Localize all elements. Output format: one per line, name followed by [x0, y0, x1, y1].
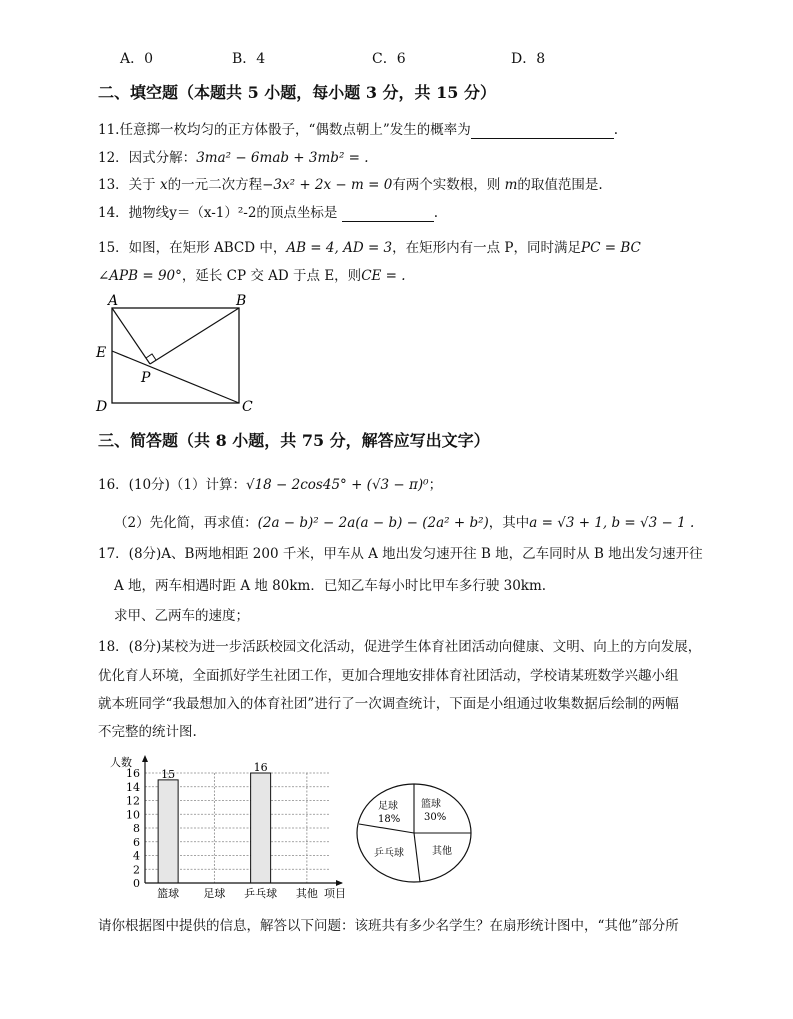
bar-chart-yticks [126, 767, 140, 890]
question-18-line1: 18．(8分)某校为进一步活跃校园文化活动，促进学生体育社团活动向健康、文明、向上的方向发展， [98, 639, 702, 655]
q11-blank [471, 122, 614, 139]
choice-d: D．8 [511, 51, 546, 67]
q13-mid: 的一元二次方程 [167, 177, 263, 193]
q15-line2-a: ∠APB = 90° [98, 268, 182, 284]
label-p: P [141, 370, 151, 386]
q15-line1-d: PC = BC [581, 240, 641, 256]
question-17-line3: 求甲、乙两车的速度； [114, 608, 249, 624]
question-14 [98, 201, 438, 222]
bar-chart-xlabel: 项目 [324, 887, 346, 900]
question-12 [98, 146, 369, 166]
q12-text: 12．因式分解： [98, 150, 197, 166]
bar [251, 773, 271, 883]
bar-chart-xticks [157, 886, 318, 900]
q14-end: . [433, 205, 438, 221]
y-tick-label: 6 [133, 835, 140, 849]
y-tick-label: 10 [126, 808, 140, 822]
question-11 [98, 118, 618, 139]
x-tick-label: 足球 [203, 887, 226, 900]
q16-line1-end: ； [428, 477, 443, 493]
question-17-line2: A 地，两车相遇时距 A 地 80km．已知乙车每小时比甲车多行驶 30km. [114, 578, 547, 594]
y-tick-label: 0 [133, 877, 140, 890]
q11-text: 11.任意掷一枚均匀的正方体骰子，“偶数点朝上”发生的概率为 [98, 122, 471, 138]
q14-blank [342, 205, 434, 222]
q13-var: x [159, 177, 168, 193]
q15-line1-b: AB = 4, AD = 3 [286, 240, 393, 256]
bar-value-label: 15 [161, 767, 176, 781]
segment-ec [112, 351, 239, 403]
y-tick-label: 8 [133, 822, 140, 835]
y-tick-label: 4 [133, 849, 140, 863]
segment-bp [150, 308, 239, 364]
question-16-line1 [98, 473, 442, 493]
q15-line2-c: CE = . [361, 268, 406, 284]
q12-expr: 3ma² − 6mab + 3mb² = . [196, 150, 369, 166]
q14-text: 14．抛物线 [98, 205, 170, 221]
pie-value-football: 18% [378, 814, 401, 825]
q11-end: . [613, 122, 619, 138]
q16-line1-b: √18 − 2cos45° + (√3 − π)⁰ [245, 477, 429, 493]
q13-suffix: 有两个实数根，则 [392, 177, 501, 193]
q16-line2-c: ，其中 [488, 515, 530, 531]
label-a: A [108, 293, 119, 309]
q16-line2-b: (2a − b)² − 2a(a − b) − (2a² + b²) [257, 515, 489, 531]
question-18-line3: 就本班同学“我最想加入的体育社团”进行了一次调查统计，下面是小组通过收集数据后绘制的两幅 [98, 696, 679, 712]
y-tick-label: 2 [133, 863, 140, 877]
section3-title: 三、简答题（共 8 小题，共 75 分，解答应写出文字） [98, 431, 490, 450]
bar [158, 780, 178, 883]
q16-line2-d: a = √3 + 1, b = √3 − 1 . [529, 515, 695, 531]
y-tick-label: 12 [126, 794, 140, 808]
pie-label-basketball: 篮球 [421, 799, 441, 810]
q13-expr: −3x² + 2x − m = 0 [262, 177, 393, 193]
q14-suffix: 的顶点坐标是 [256, 205, 338, 221]
question-13 [98, 173, 603, 193]
x-tick-label: 篮球 [157, 887, 180, 900]
q14-expr: y＝（x-1）²-2 [169, 205, 257, 221]
rectangle-figure [90, 290, 270, 415]
x-tick-label: 乒乓球 [244, 887, 278, 900]
q13-var2: m [504, 177, 518, 193]
bar-chart-x-arrow [336, 880, 343, 886]
pie-chart [356, 782, 478, 890]
pie-value-basketball: 30% [424, 812, 447, 823]
q13-prefix: 13．关于 [98, 177, 156, 193]
choice-a: A．0 [120, 51, 154, 67]
bar-chart-ylabel: 人数 [110, 756, 132, 769]
label-c: C [242, 399, 253, 415]
q15-line1-c: ，在矩形内有一点 P，同时满足 [392, 240, 582, 256]
bar-chart-y-arrow [142, 755, 148, 762]
question-15-line1 [98, 236, 641, 256]
y-tick-label: 16 [126, 767, 140, 780]
question-18-line2: 优化育人环境，全面抓好学生社团工作，更加合理地安排体育社团活动，学校请某班数学兴趣小组 [98, 668, 679, 684]
question-18-line4: 不完整的统计图. [98, 724, 197, 740]
x-tick-label: 其他 [295, 887, 318, 900]
y-tick-label: 14 [126, 780, 140, 794]
rectangle-abcd [112, 308, 239, 403]
q13-tail: 的取值范围是. [517, 177, 603, 193]
right-angle-mark [146, 354, 156, 360]
label-b: B [236, 293, 247, 309]
choice-c: C．6 [372, 51, 406, 67]
q16-line2-a: （2）先化简，再求值： [114, 515, 258, 531]
section2-title: 二、填空题（本题共 5 小题，每小题 3 分，共 15 分） [98, 83, 496, 102]
choice-b: B．4 [232, 51, 266, 67]
q16-line1-a: 16．(10分)（1）计算： [98, 477, 246, 493]
bar-chart [110, 752, 360, 900]
q15-line1-a: 15．如图，在矩形 ABCD 中， [98, 240, 287, 256]
q15-line2-b: ，延长 CP 交 AD 于点 E，则 [181, 268, 362, 284]
pie-label-other: 其他 [432, 846, 452, 857]
pie-label-football: 足球 [378, 801, 398, 812]
question-17-line1: 17．(8分)A、B两地相距 200 千米，甲车从 A 地出发匀速开往 B 地，乙车同时从 B 地出发匀速开往 [98, 546, 703, 562]
segment-ap [112, 308, 150, 364]
pie-label-pingpong: 乒乓球 [374, 848, 404, 859]
bottom-text: 请你根据图中提供的信息，解答以下问题：该班共有多少名学生？在扇形统计图中，“其他”部分所 [98, 918, 679, 934]
label-d: D [96, 399, 108, 415]
question-15-line2 [98, 264, 406, 284]
label-e: E [96, 345, 107, 361]
question-16-line2 [114, 511, 694, 531]
bar-value-label: 16 [253, 761, 268, 774]
